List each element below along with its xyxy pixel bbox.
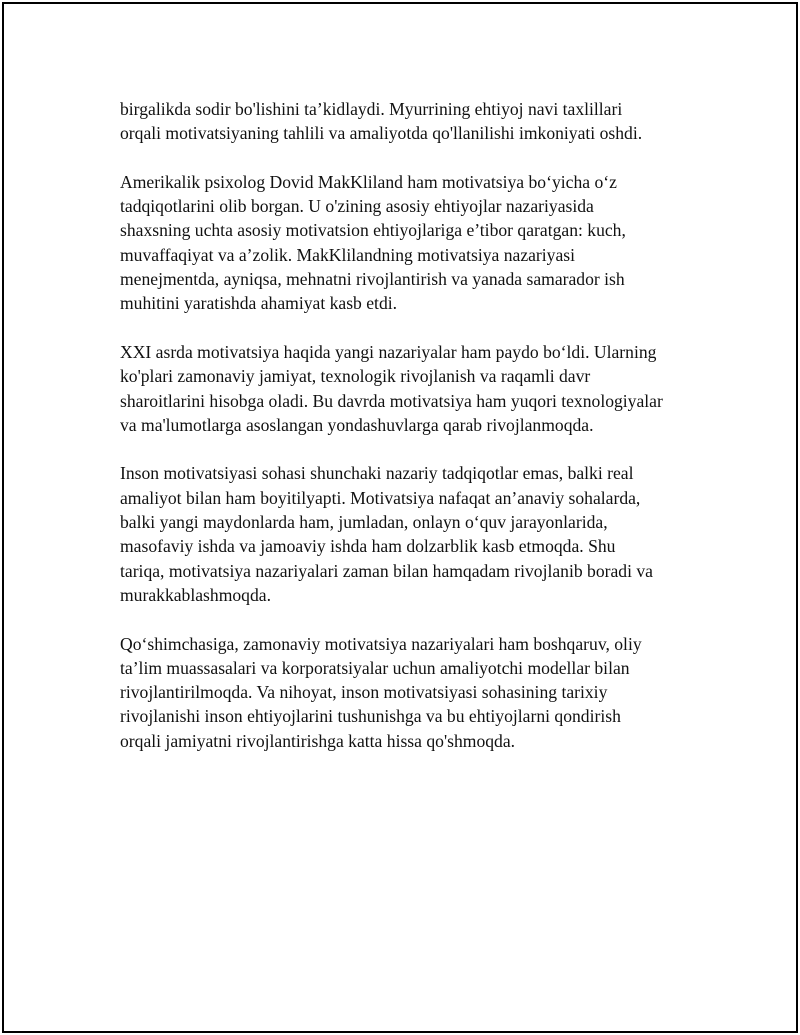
text-line: orqali jamiyatni rivojlantirishga katta hissa qo'shmoqda.	[120, 730, 516, 751]
document-page	[2, 2, 798, 1033]
paragraph-3	[120, 340, 700, 437]
text-line: rivojlanishi inson ehtiyojlarini tushunishga va bu ehtiyojlarni qondirish	[120, 706, 621, 727]
text-line: shaxsning uchta asosiy motivatsion ehtiyojlariga e’tibor qaratgan: kuch,	[120, 220, 626, 241]
text-line: murakkablashmoqda.	[120, 584, 271, 605]
paragraph-2	[120, 170, 700, 316]
text-line: birgalikda sodir bo'lishini ta’kidlaydi. Myurrining ehtiyoj navi taxlillari	[120, 99, 623, 119]
document-body	[120, 97, 700, 777]
text-line: tariqa, motivatsiya nazariyalari zaman bilan hamqadam rivojlanib boradi va	[120, 560, 653, 581]
text-line: va ma'lumotlarga asoslangan yondashuvlarga qarab rivojlanmoqda.	[120, 414, 594, 435]
text-line: masofaviy ishda va jamoaviy ishda ham dolzarblik kasb etmoqda. Shu	[120, 536, 616, 557]
text-line: amaliyot bilan ham boyitilyapti. Motivatsiya nafaqat an’anaviy sohalarda,	[120, 487, 641, 508]
text-line: menejmentda, ayniqsa, mehnatni rivojlantirish va yanada samarador ish	[120, 269, 625, 290]
paragraph-1	[120, 97, 700, 146]
text-line: muvaffaqiyat va a’zolik. MakKlilandning motivatsiya nazariyasi	[120, 244, 576, 265]
paragraph-5	[120, 632, 700, 753]
text-line: muhitini yaratishda ahamiyat kasb etdi.	[120, 293, 398, 314]
text-line: ko'plari zamonaviy jamiyat, texnologik rivojlanish va raqamli davr	[120, 366, 591, 387]
text-line: Amerikalik psixolog Dovid MakKliland ham motivatsiya bo‘yicha o‘z	[120, 171, 617, 192]
text-line: Inson motivatsiyasi sohasi shunchaki nazariy tadqiqotlar emas, balki real	[120, 463, 634, 484]
paragraph-4	[120, 461, 700, 607]
text-line: XXI asrda motivatsiya haqida yangi nazariyalar ham paydo bo‘ldi. Ularning	[120, 341, 657, 362]
text-line: sharoitlarini hisobga oladi. Bu davrda motivatsiya ham yuqori texnologiyalar	[120, 390, 663, 411]
text-line: tadqiqotlarini olib borgan. U o'zining asosiy ehtiyojlar nazariyasida	[120, 196, 594, 217]
text-line: balki yangi maydonlarda ham, jumladan, onlayn o‘quv jarayonlarida,	[120, 512, 608, 533]
text-line: orqali motivatsiyaning tahlili va amaliyotda qo'llanilishi imkoniyati oshdi.	[120, 123, 643, 144]
text-line: Qo‘shimchasiga, zamonaviy motivatsiya nazariyalari ham boshqaruv, oliy	[120, 633, 642, 654]
text-line: ta’lim muassasalari va korporatsiyalar uchun amaliyotchi modellar bilan	[120, 657, 630, 678]
text-line: rivojlantirilmoqda. Va nihoyat, inson motivatsiyasi sohasining tarixiy	[120, 682, 608, 703]
